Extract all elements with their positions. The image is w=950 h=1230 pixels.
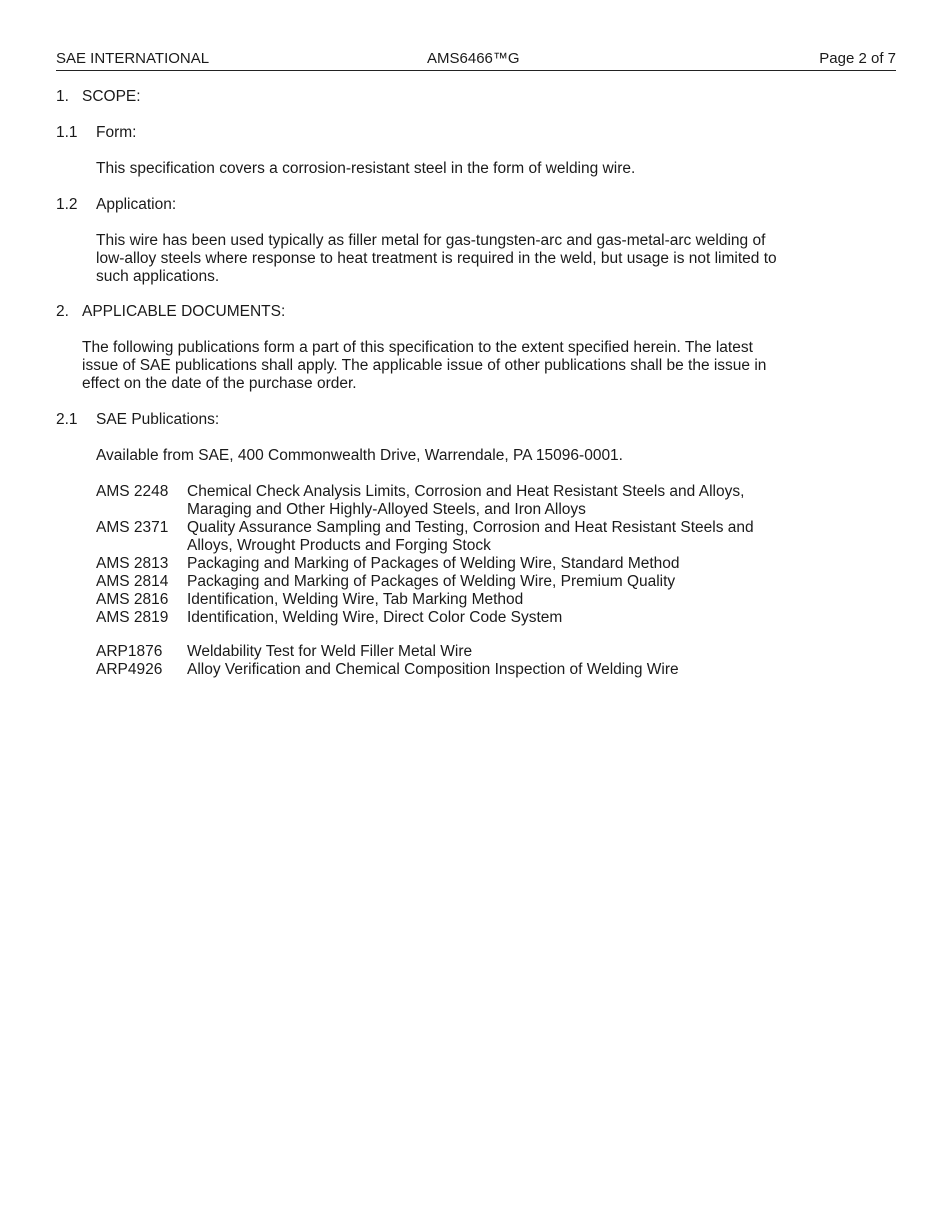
section-1-2-heading [56,196,177,214]
reference-title: Packaging and Marking of Packages of Welding Wire, Premium Quality [187,573,676,590]
page-header [56,50,896,71]
reference-code: ARP4926 [96,661,163,678]
reference-item [96,591,836,609]
section-2-1-heading [56,411,220,429]
ams-reference-list [96,483,836,627]
reference-title: Chemical Check Analysis Limits, Corrosion and Heat Resistant Steels and Alloys, Maraging and Other Highly-Alloyed Steels, and Iron Alloys [187,483,745,518]
section-2-number: 2. [56,303,69,320]
reference-title: Alloy Verification and Chemical Composition Inspection of Welding Wire [187,661,679,678]
section-2-body: The following publications form a part of this specification to the extent specified herein. The latest issue of SAE publications shall apply. The applicable issue of other publications shall be the issue in effect on the date of the purchase order. [82,339,767,392]
reference-item [96,609,836,627]
reference-title: Packaging and Marking of Packages of Welding Wire, Standard Method [187,555,680,572]
section-1-1-body: This specification covers a corrosion-resistant steel in the form of welding wire. [96,160,636,177]
section-1-2-title: Application: [96,196,177,213]
section-1-1-heading [56,124,137,142]
header-page-number: Page 2 of 7 [819,50,896,67]
reference-item [96,643,836,661]
reference-code: AMS 2813 [96,555,169,572]
reference-item [96,661,836,679]
reference-title: Weldability Test for Weld Filler Metal Wire [187,643,473,660]
reference-code: AMS 2819 [96,609,169,626]
reference-code: AMS 2814 [96,573,169,590]
section-1-2-number: 1.2 [56,196,78,213]
reference-code: AMS 2248 [96,483,169,500]
reference-code: AMS 2371 [96,519,169,536]
section-1-title: SCOPE: [82,88,141,105]
section-1-1-number: 1.1 [56,124,78,141]
section-2-heading [56,303,286,321]
header-document-id: AMS6466™G [427,50,520,67]
section-1-heading [56,88,141,106]
section-1-number: 1. [56,88,69,105]
arp-reference-list [96,643,836,679]
section-2-1-body: Available from SAE, 400 Commonwealth Drive, Warrendale, PA 15096-0001. [96,447,623,464]
reference-title: Identification, Welding Wire, Tab Marking Method [187,591,524,608]
reference-item [96,483,836,519]
reference-item [96,519,836,555]
section-2-1-title: SAE Publications: [96,411,220,428]
section-2-title: APPLICABLE DOCUMENTS: [82,303,286,320]
section-1-1-title: Form: [96,124,137,141]
reference-code: ARP1876 [96,643,163,660]
reference-title: Identification, Welding Wire, Direct Color Code System [187,609,563,626]
reference-title: Quality Assurance Sampling and Testing, Corrosion and Heat Resistant Steels and Alloys, Wrought Products and Forging Stock [187,519,754,554]
reference-item [96,573,836,591]
header-organization: SAE INTERNATIONAL [56,50,210,67]
reference-code: AMS 2816 [96,591,169,608]
section-1-2-body: This wire has been used typically as filler metal for gas-tungsten-arc and gas-metal-arc welding of low-alloy steels where response to heat treatment is required in the weld, but usage is not limited to such applications. [96,232,777,285]
reference-item [96,555,836,573]
section-2-1-number: 2.1 [56,411,78,428]
